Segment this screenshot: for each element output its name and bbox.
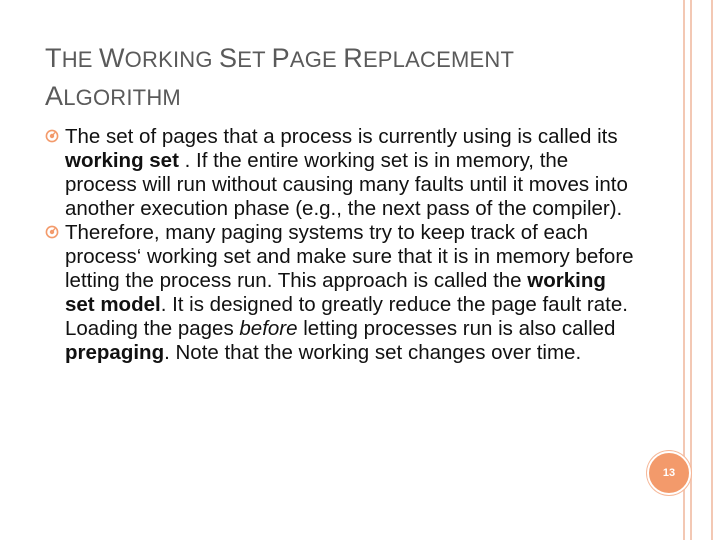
bullet-text: . It is designed to greatly reduce the page fault rate. Loading the pages — [65, 293, 628, 340]
title-initial: W — [98, 43, 125, 73]
title-word-rest: ORKING — [124, 47, 219, 72]
page-number: 13 — [662, 467, 676, 479]
bullet-bold-term: prepaging — [65, 341, 165, 364]
dial-bullet-icon — [45, 225, 59, 239]
dial-bullet-icon — [45, 129, 59, 143]
title-word-rest: ET — [237, 47, 272, 72]
bullet-text: Therefore, many paging systems try to keep track of each process‘ working set and make sure that it is in memory before letting the process run. This approach is called the — [65, 221, 634, 292]
page-number-badge — [647, 451, 691, 495]
bullet-text: letting processes run is also called — [297, 317, 616, 340]
decorative-rule — [711, 0, 713, 540]
decorative-rule — [690, 0, 692, 540]
bullet-text: . Note that the working set changes over time. — [164, 341, 582, 364]
bullet-list — [45, 125, 635, 365]
bullet-bold-term: working set — [65, 149, 179, 172]
bullet-text: The set of pages that a process is currently using is called its — [65, 125, 618, 148]
title-initial: S — [218, 43, 238, 73]
title-word-rest: AGE — [289, 47, 344, 72]
title-initial: P — [271, 43, 290, 73]
title-word-rest: EPLACEMENT — [362, 47, 515, 72]
bullet-item — [45, 221, 635, 365]
title-initial: A — [45, 81, 64, 111]
bullet-text: . If the entire working set is in memory, the process will run without causing many faults until it moves into another execution phase (e.g., the next pass of the compiler). — [65, 149, 628, 220]
title-initial: T — [45, 43, 62, 73]
bullet-bold-term: working set model — [65, 269, 606, 316]
title-word-rest: LGORITHM — [63, 85, 181, 110]
bullet-item — [45, 125, 635, 221]
slide-title — [45, 40, 635, 116]
title-initial: R — [343, 43, 363, 73]
bullet-italic-text: before — [239, 317, 298, 340]
title-word-rest: HE — [61, 47, 99, 72]
